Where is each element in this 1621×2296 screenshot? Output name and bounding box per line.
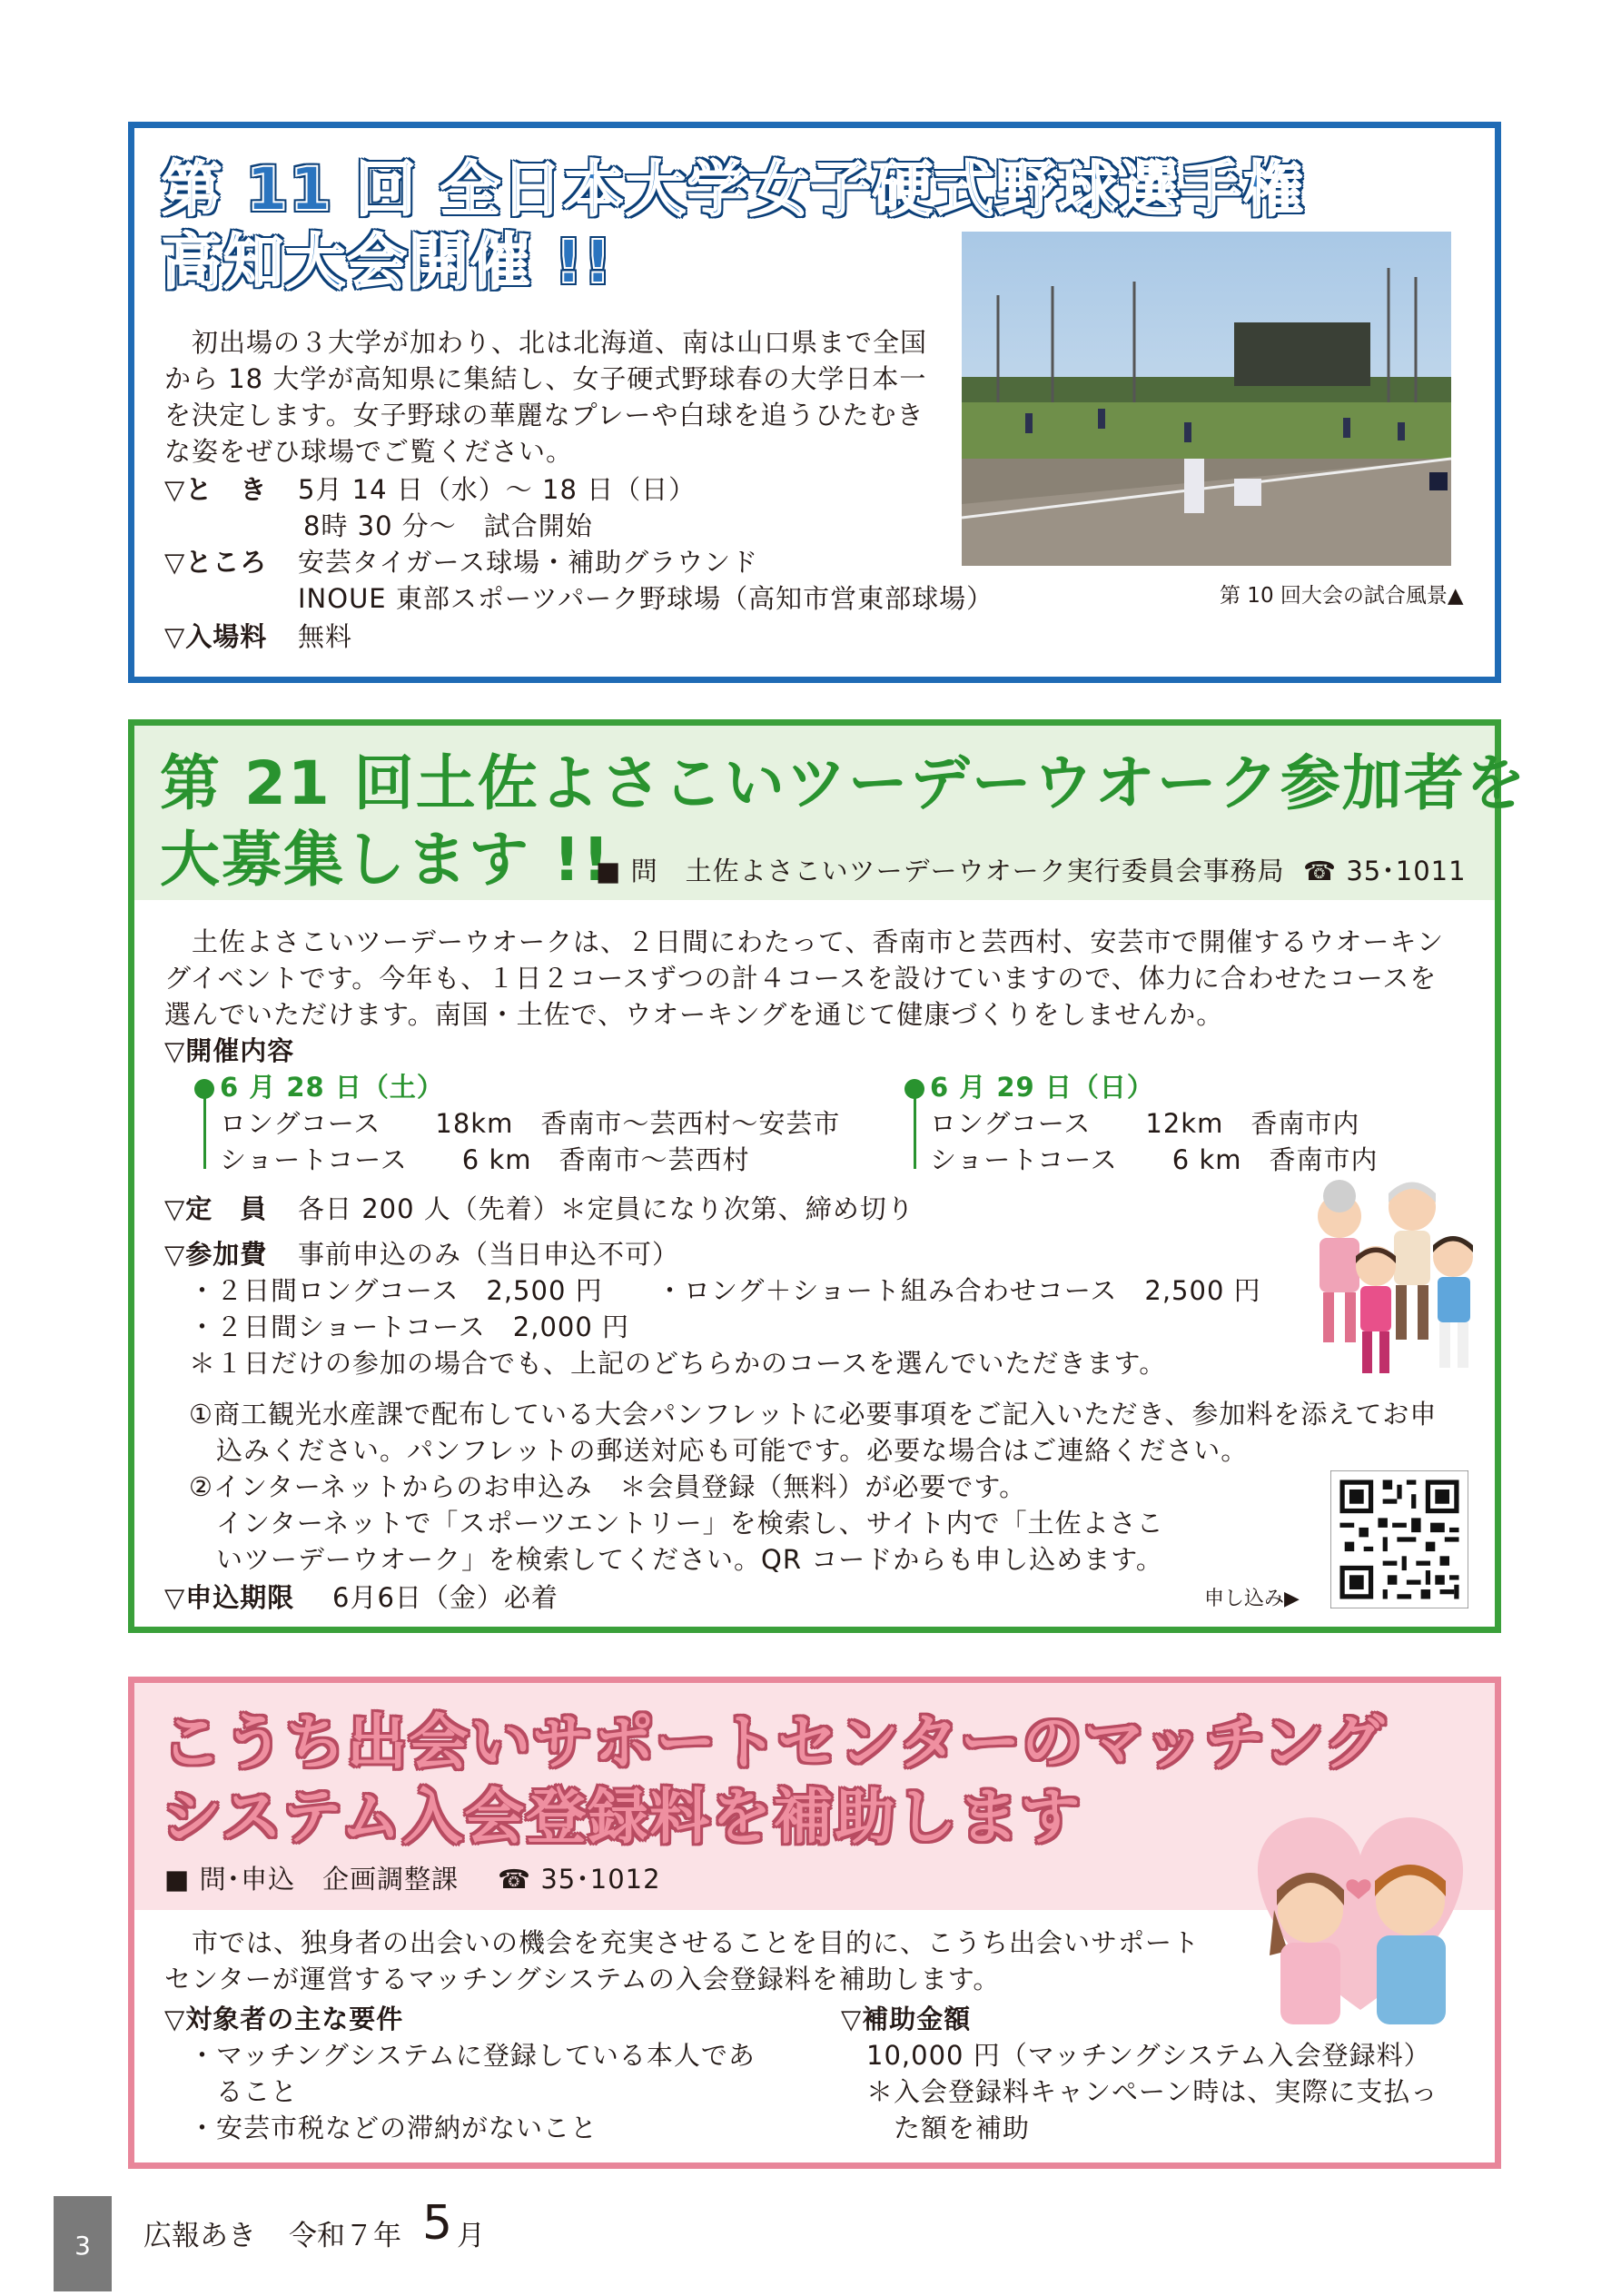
matching-title-line2: システム入会登録料を補助します — [162, 1782, 1082, 1852]
publication-era: 令和７年 — [289, 2220, 401, 2252]
requirements-label: ▽対象者の主な要件 — [164, 2004, 404, 2034]
matching-contact: ■ 問･申込 企画調整課 — [164, 1864, 460, 1895]
when-value-time: 8時 30 分～ 試合開始 — [303, 510, 593, 541]
walk-event-article — [128, 719, 1527, 1633]
article-body-line: を決定します。女子野球の華麗なプレーや白球を追うひたむき — [164, 400, 924, 430]
walk-phone: ☎ 35･1011 — [1303, 856, 1467, 886]
day1-line — [203, 1096, 206, 1169]
article-body-line: 初出場の３大学が加わり、北は北海道、南は山口県まで全国 — [164, 327, 928, 358]
day1-long-course: ロングコース 18km 香南市～芸西村～安芸市 — [220, 1108, 841, 1139]
where-value-2: INOUE 東部スポーツパーク野球場（高知市営東部球場） — [298, 583, 994, 614]
article-body-line: な姿をぜひ球場でご覧ください。 — [164, 436, 574, 467]
day2-date: 6 月 29 日（日） — [930, 1072, 1154, 1103]
requirement-item: ・安芸市税などの滞納がないこと — [189, 2113, 598, 2143]
content-label: ▽開催内容 — [164, 1035, 295, 1066]
amount-note: ＊入会登録料キャンペーン時は、実際に支払っ — [866, 2076, 1438, 2107]
matching-title-line1: こうち出会いサポートセンターのマッチング — [162, 1707, 1387, 1777]
baseball-game-photo — [962, 232, 1451, 566]
article-body-line: から 18 大学が高知県に集結し、女子硬式野球春の大学日本一 — [164, 363, 927, 394]
photo-caption: 第 10 回大会の試合風景▲ — [1220, 584, 1464, 608]
walk-title-line2: 大募集します !! — [160, 825, 612, 895]
page-number: 3 — [54, 2196, 112, 2291]
apply-line: ②インターネットからのお申込み ＊会員登録（無料）が必要です。 — [189, 1471, 1027, 1502]
day1-short-course: ショートコース 6 km 香南市～芸西村 — [220, 1144, 750, 1175]
walk-contact: ■ 問 土佐よさこいツーデーウオーク実行委員会事務局 — [596, 856, 1285, 886]
matching-body-line: センターが運営するマッチングシステムの入会登録料を補助します。 — [164, 1964, 1001, 1994]
apply-line: いツーデーウオーク」を検索してください。QR コードからも申し込めます。 — [189, 1544, 1163, 1575]
publication-month-number: 5 — [422, 2196, 453, 2251]
day2-line — [914, 1096, 916, 1169]
capacity-value: 各日 200 人（先着）＊定員になり次第、締め切り — [298, 1193, 914, 1224]
where-value: 安芸タイガース球場・補助グラウンド — [298, 547, 759, 578]
walk-body-line: 選んでいただけます。南国・土佐で、ウオーキングを通じて健康づくりをしませんか。 — [164, 999, 1224, 1030]
fee-label: ▽入場料 — [164, 621, 268, 652]
amount-value: 10,000 円（マッチングシステム入会登録料） — [866, 2040, 1431, 2071]
walkers-illustration — [1276, 1162, 1494, 1380]
qr-caption: 申し込み▶ — [1204, 1588, 1300, 1610]
baseball-article — [128, 122, 1501, 683]
walk-title-line1: 第 21 回土佐よさこいツーデーウオーク参加者を — [160, 748, 1527, 818]
day1-date: 6 月 28 日（土） — [220, 1072, 444, 1103]
fee-note: ＊１日だけの参加の場合でも、上記のどちらかのコースを選んでいただきます。 — [189, 1348, 1167, 1379]
matching-phone: ☎ 35･1012 — [498, 1864, 661, 1895]
when-value: 5月 14 日（水）～ 18 日（日） — [298, 474, 697, 505]
day2-short-course: ショートコース 6 km 香南市内 — [930, 1144, 1379, 1175]
apply-line: インターネットで「スポーツエントリー」を検索し、サイト内で「土佐よさこ — [189, 1508, 1164, 1539]
publication-month-suffix: 月 — [457, 2220, 485, 2252]
fee-item: ・２日間ショートコース 2,000 円 — [189, 1311, 630, 1342]
walk-body-line: 土佐よさこいツーデーウオークは、２日間にわたって、香南市と芸西村、安芸市で開催するウオーキン — [164, 926, 1445, 957]
walk-body-line: グイベントです。今年も、１日２コースずつの計４コースを設けていますので、体力に合わせたコースを — [164, 963, 1438, 994]
matching-body-line: 市では、独身者の出会いの機会を充実させることを目的に、こうち出会いサポート — [164, 1927, 1201, 1958]
deadline-label: ▽申込期限 — [164, 1582, 295, 1613]
publication-name: 広報あき — [143, 2220, 256, 2252]
couple-heart-illustration — [1224, 1774, 1497, 2037]
qr-code-icon[interactable] — [1330, 1470, 1468, 1608]
where-label: ▽ところ — [164, 547, 268, 578]
article-title-line2: 高知大会開催 !! — [162, 227, 614, 297]
when-label: ▽と き — [164, 474, 268, 505]
fee-item: ・ロング＋ショート組み合わせコース 2,500 円 — [657, 1275, 1261, 1306]
article-title-line1: 第 11 回 全日本大学女子硬式野球選手権 — [162, 154, 1305, 224]
deadline-value: 6月6日（金）必着 — [332, 1582, 558, 1613]
amount-label: ▽補助金額 — [841, 2004, 972, 2034]
apply-line: ①商工観光水産課で配布している大会パンフレットに必要事項をご記入いただき、参加料を添えてお申 — [189, 1399, 1438, 1430]
walk-fee-label: ▽参加費 — [164, 1239, 268, 1270]
requirement-item: ること — [189, 2076, 299, 2107]
walk-fee-value: 事前申込のみ（当日申込不可） — [298, 1239, 680, 1270]
fee-item: ・２日間ロングコース 2,500 円 — [189, 1275, 603, 1306]
capacity-label: ▽定 員 — [164, 1193, 268, 1224]
requirement-item: ・マッチングシステムに登録している本人であ — [189, 2040, 756, 2071]
amount-note: た額を補助 — [866, 2113, 1031, 2143]
day2-long-course: ロングコース 12km 香南市内 — [930, 1108, 1360, 1139]
matching-support-article — [128, 1677, 1501, 2169]
fee-value: 無料 — [298, 621, 353, 652]
apply-line: 込みください。パンフレットの郵送対応も可能です。必要な場合はご連絡ください。 — [189, 1435, 1249, 1466]
